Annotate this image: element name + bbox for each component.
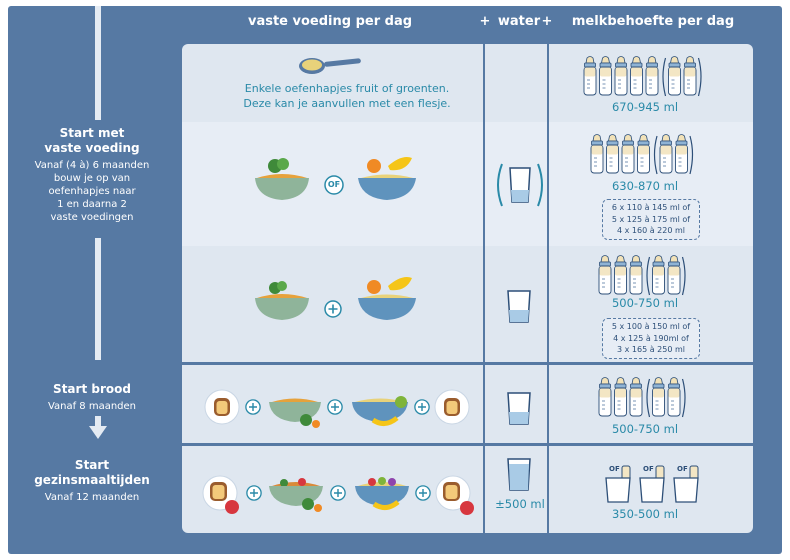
bottle-group	[598, 255, 708, 299]
plus-icon	[245, 399, 261, 415]
plus-icon	[415, 485, 431, 501]
bread-icon	[204, 389, 240, 425]
bottle-icon	[600, 57, 612, 96]
water-glass-icon	[504, 456, 534, 494]
bottle-icons	[590, 134, 703, 178]
plus-icon	[324, 300, 342, 318]
stage-subtitle: Vanaf 8 maanden	[47, 401, 137, 412]
timeline-line-top	[95, 6, 101, 120]
bowl-icon	[266, 390, 324, 430]
bottle-group	[598, 377, 708, 421]
timeline-line-mid	[95, 238, 101, 360]
spoon-icon	[298, 55, 362, 77]
optional-close-bracket	[683, 257, 686, 295]
bowl-icon	[349, 390, 411, 430]
portion-options: 5 x 100 à 150 ml of 4 x 125 à 190ml of 3 x 165 à 250 ml	[602, 318, 700, 359]
bowl-icon	[354, 274, 420, 326]
bottle-icon	[669, 57, 681, 96]
milk-column-divider	[547, 44, 549, 533]
optional-open-bracket	[647, 257, 650, 295]
bottle-icon	[630, 378, 642, 417]
bottle-icon	[630, 256, 642, 295]
bottle-icon	[584, 57, 596, 96]
header-solid-food: vaste voeding per dag	[247, 14, 413, 29]
bottle-group	[590, 134, 720, 178]
milk-amount: 350-500 ml	[611, 507, 679, 521]
plus-icon	[330, 485, 346, 501]
bread-icon	[434, 389, 470, 425]
bottle-icon	[615, 256, 627, 295]
milk-amount: 500-750 ml	[611, 296, 679, 310]
water-column-divider	[483, 44, 485, 533]
milk-amount: 500-750 ml	[611, 422, 679, 436]
stage-start-bread	[8, 382, 176, 413]
stage-title: Start gezinsmaaltijden	[34, 458, 150, 487]
bowl-icon	[251, 156, 313, 206]
bowl-icon	[266, 474, 326, 514]
optional-open-bracket	[655, 136, 658, 174]
bottle-icon	[668, 378, 680, 417]
water-amount: ±500 ml	[495, 497, 545, 511]
stage-subtitle: Vanaf 12 maanden	[44, 492, 140, 503]
stage-title: Start brood	[53, 382, 131, 396]
stage-title: Start met vaste voeding	[44, 126, 140, 155]
cup-or-label: OF	[609, 465, 620, 473]
optional-close-bracket	[690, 136, 693, 174]
bottle-icon	[622, 135, 634, 174]
header-plus-left: +	[479, 14, 491, 29]
optional-close-bracket	[699, 58, 702, 96]
milk-amount: 630-870 ml	[611, 179, 679, 193]
bottle-icon	[684, 57, 696, 96]
bottle-icon	[676, 135, 688, 174]
stage-start-solid	[8, 126, 176, 224]
water-glass-icon	[504, 390, 534, 428]
stage-start-family	[8, 458, 176, 504]
bottle-icon	[638, 135, 650, 174]
optional-open-bracket	[663, 58, 666, 96]
bread-icon	[201, 473, 241, 515]
row-separator	[182, 443, 753, 446]
bottle-icon	[631, 57, 643, 96]
bottle-icon	[599, 378, 611, 417]
plus-icon	[414, 399, 430, 415]
cup-or-label: OF	[643, 465, 654, 473]
or-label: OF	[327, 180, 341, 189]
bowl-icon	[352, 474, 412, 514]
water-glass-icon	[504, 288, 534, 326]
intro-text: Enkele oefenhapjes fruit of groenten. Deze kan je aanvullen met een flesje.	[243, 82, 451, 110]
row-separator	[182, 362, 753, 365]
water-glass-icon	[494, 160, 546, 210]
bottle-icon	[615, 57, 627, 96]
optional-open-bracket	[647, 379, 650, 417]
bottle-icon	[599, 256, 611, 295]
bottle-icon	[591, 135, 603, 174]
header-milk: melkbehoefte per dag	[571, 14, 735, 29]
bottle-icon	[660, 135, 672, 174]
bread-icon	[434, 473, 476, 517]
plus-icon	[246, 485, 262, 501]
bottle-icon	[646, 57, 658, 96]
bottle-icon	[653, 256, 665, 295]
bottle-icons	[598, 377, 696, 421]
portion-options: 6 x 110 à 145 ml of 5 x 125 à 175 ml of 4 x 160 à 220 ml	[602, 199, 700, 240]
cup-or-label: OF	[677, 465, 688, 473]
stage-subtitle: Vanaf (4 à) 6 maanden bouw je op van oefenhapjes naar 1 en daarna 2 vaste voedingen	[34, 160, 150, 223]
header-water: water	[497, 14, 541, 29]
header-plus-right: +	[541, 14, 553, 29]
milk-amount: 670-945 ml	[611, 100, 679, 114]
bowl-icon	[354, 152, 420, 206]
bottle-icons	[583, 56, 712, 100]
down-arrow-icon	[89, 426, 107, 440]
bottle-icon	[615, 378, 627, 417]
bottle-group	[583, 56, 723, 100]
bottle-icon	[607, 135, 619, 174]
plus-icon	[327, 399, 343, 415]
bottle-icon	[653, 378, 665, 417]
bowl-icon	[251, 280, 313, 326]
bottle-icon	[668, 256, 680, 295]
bottle-icons	[598, 255, 696, 299]
optional-close-bracket	[683, 379, 686, 417]
